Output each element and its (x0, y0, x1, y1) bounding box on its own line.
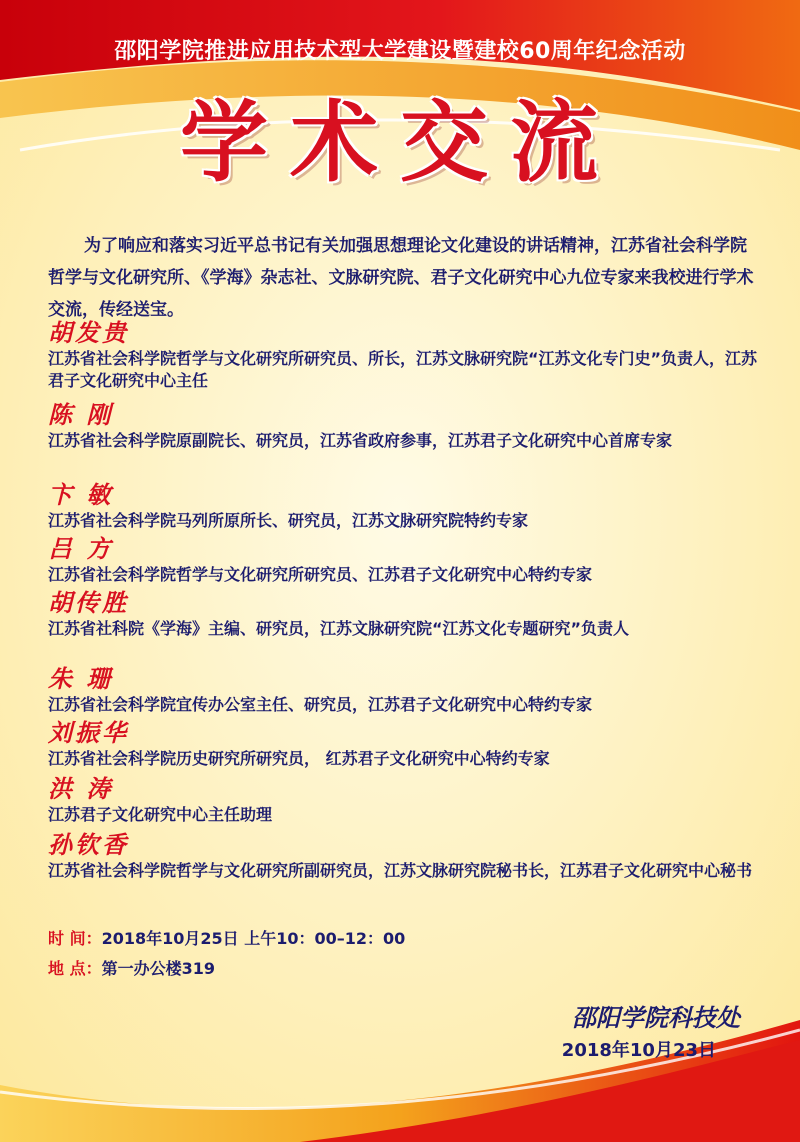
expert-description: 江苏省社会科学院哲学与文化研究所研究员、江苏君子文化研究中心特约专家 (48, 565, 593, 584)
expert-description: 江苏省社会科学院历史研究所研究员， 红苏君子文化研究中心特约专家 (48, 749, 550, 768)
expert-item (48, 830, 760, 882)
signature-date: 2018年10月23日 (561, 1040, 716, 1061)
expert-name: 孙钦香 (48, 830, 129, 859)
expert-item (48, 534, 760, 586)
expert-description: 江苏省社会科学院宜传办公室主任、研究员，江苏君子文化研究中心特约专家 (48, 695, 593, 714)
expert-name: 朱 珊 (48, 664, 114, 693)
intro-paragraph: 为了响应和落实习近平总书记有关加强思想理论文化建设的讲话精神，江苏省社会科学院哲学与文化研究所、《学海》杂志社、文脉研究院、君子文化研究中心九位专家来我校进行学术交流，传经送宝。 (48, 236, 754, 320)
expert-description: 江苏省社会科学院哲学与文化研究所副研究员，江苏文脉研究院秘书长，江苏君子文化研究中心秘书 (48, 861, 753, 880)
expert-item (48, 718, 760, 770)
expert-item (48, 664, 760, 716)
location-value: 第一办公楼319 (101, 959, 215, 978)
expert-item (48, 318, 760, 392)
expert-name: 陈 刚 (48, 400, 114, 429)
expert-item (48, 588, 760, 640)
expert-name: 胡传胜 (48, 588, 129, 617)
expert-description: 江苏君子文化研究中心主任助理 (48, 805, 273, 824)
expert-description: 江苏省社会科学院马列所原所长、研究员，江苏文脉研究院特约专家 (48, 511, 529, 530)
expert-name: 洪 涛 (48, 774, 114, 803)
expert-description: 江苏省社会科学院哲学与文化研究所研究员、所长，江苏文脉研究院“江苏文化专门史”负责人，江苏君子文化研究中心主任 (48, 349, 758, 390)
expert-item (48, 480, 760, 532)
time-value: 2018年10月25日 上午10：00–12：00 (101, 929, 406, 948)
event-title: 邵阳学院推进应用技术型大学建设暨建校60周年纪念活动 (114, 39, 686, 64)
expert-item (48, 400, 760, 452)
location-label: 地 点： (48, 959, 102, 978)
event-time (48, 926, 405, 949)
signature-org: 邵阳学院科技处 (572, 1003, 740, 1032)
expert-name: 卞 敏 (48, 480, 114, 509)
time-label: 时 间： (48, 929, 102, 948)
expert-item (48, 774, 760, 826)
event-location (48, 956, 215, 979)
page-title: 学术交流 (179, 90, 620, 194)
expert-name: 吕 方 (48, 534, 114, 563)
expert-name: 刘振华 (48, 718, 129, 747)
expert-description: 江苏省社会科学院原副院长、研究员，江苏省政府参事，江苏君子文化研究中心首席专家 (48, 431, 673, 450)
expert-name: 胡发贵 (48, 318, 129, 347)
expert-description: 江苏省社科院《学海》主编、研究员，江苏文脉研究院“江苏文化专题研究”负责人 (48, 619, 630, 638)
